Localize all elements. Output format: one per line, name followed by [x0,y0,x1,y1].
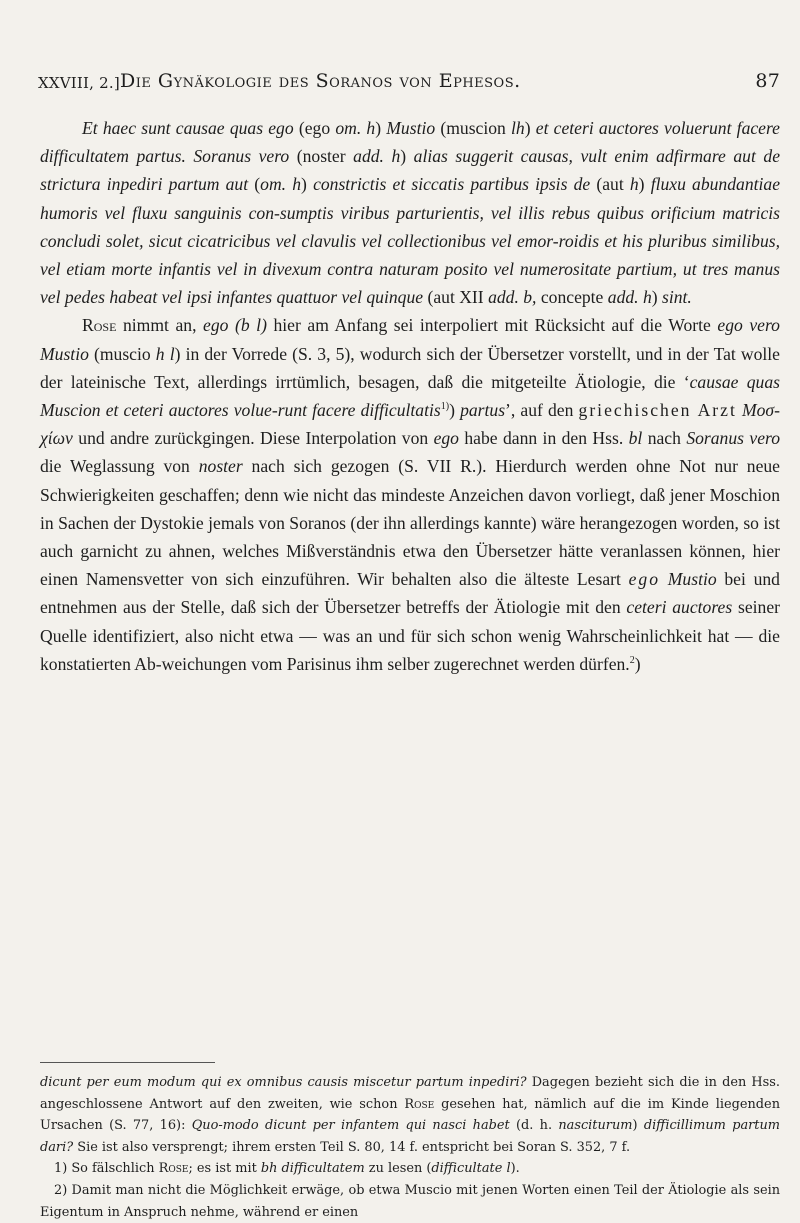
footnotes [40,1072,780,1223]
text-run: lh [511,118,525,138]
main-text [40,114,780,678]
text-run: ’, auf den [505,400,579,421]
text-run: ) [375,118,387,138]
text-run: griechischen Arzt [578,400,737,421]
text-run: seiner Quelle identifiziert, also nicht etwa — was an und für sich schon wenig Wahrscheinlichkeit hat — die konstatierten Ab-weichungen vom Parisinus ihm selber zugerechnet werden dürfen. [40,597,780,674]
text-run: gesehen hat, nämlich auf die im Kinde liegenden Ursachen (S. 77, 16): [40,1096,780,1134]
text-run: und andre zurückgingen. Diese Interpolation von [72,428,434,449]
text-run: Μοσ-χίων [40,400,780,449]
text-run: add. h [607,287,652,308]
text-run: add. h [353,146,401,167]
text-run: ). [510,1161,520,1177]
text-run: partus [460,400,506,421]
text-run: ceteri auctores [626,597,733,618]
footnote-continuation [40,1072,780,1158]
text-run: Dagegen bezieht sich die in den Hss. angeschlossene Antwort auf den zweiten, wie schon [40,1075,780,1112]
running-header [38,70,780,102]
footnote-marker: 1) [440,401,450,413]
text-run: ) [400,146,414,167]
text-run: hier am Anfang sei interpoliert mit Rücksicht auf die Worte [266,315,718,336]
text-run: nach [642,428,687,449]
footnote-2 [40,1180,780,1223]
text-run: bh difficultatem [260,1161,365,1177]
text-run: causae quas Muscion et ceteri auctores volue-runt facere difficultatis [40,371,780,421]
text-run: Quo-modo dicunt per infantem qui nasci habet [191,1118,510,1134]
text-run [660,569,668,589]
text-run: noster [198,456,243,477]
text-run: (aut [590,174,630,195]
text-run: ) [634,653,641,674]
text-run: 2) Damit man nicht die Möglichkeit erwäge, ob etwa Muscio mit jenen Worten einen Teil der Ätiologie als sein Eigentum in Anspruch nehme, während er einen [40,1182,780,1220]
text-run: ego [433,428,459,449]
text-run: Rose [82,315,117,336]
text-run: difficillimum partum dari? [40,1118,780,1155]
text-run: Soranus vero [686,428,780,449]
text-run: om. h [260,174,302,195]
text-run: nasciturum [558,1118,633,1134]
text-run: ego (b l) [203,315,267,336]
text-run: (muscion [435,118,512,138]
latin-quotation-paragraph [40,114,780,311]
text-run: Sie ist also versprengt; ihrem ersten Teil S. 80, 14 f. entspricht bei Soran S. 352, 7 f. [73,1139,631,1155]
text-run: ) [638,174,651,195]
text-run: ; es ist mit [188,1161,261,1177]
text-run: Mustio [386,118,436,138]
footnote-marker: 2 [629,655,635,666]
text-run: fluxu abundantiae humoris vel fluxu sanguinis con-sumptis viribus parturientis, vel illis rebus quibus orificium matricis concludi solet, sicut cicatricibus vel clavulis vel collectionibus vel emor-roidis et his pluribus similibus, vel etiam morte infantis vel in divexum contra naturam posito vel numerositate partium, ut tres manus vel pedes habeat vel ipsi infantes quattuor vel quinque [40,174,781,308]
section-reference: XXVIII, 2.] [38,74,120,92]
text-run: Rose [158,1161,189,1177]
text-run: ( [248,174,261,195]
text-run: concepte [536,287,608,308]
text-run: bei und entnehmen aus der Stelle, daß sich der Übersetzer betreffs der Ätiologie mit den [40,569,780,618]
text-run: ) [524,118,536,138]
text-run: ) [632,1118,644,1134]
text-run: Mustio [667,569,717,590]
footnote-1 [40,1158,780,1180]
text-run: dicunt per eum modum qui ex omnibus causis miscetur partum inpediri? [40,1075,527,1090]
text-run: (aut XII [423,287,489,308]
text-run: sint. [662,287,692,308]
text-run: ego [628,569,661,590]
text-run: (muscio [88,343,156,364]
text-run: ) [651,287,663,308]
text-run: ego vero Mustio [40,315,780,364]
text-run: et ceteri auctores voluerunt facere difficultatem partus. Soranus vero [40,118,780,167]
text-run: h l [155,343,175,364]
text-run: difficultate l [431,1161,511,1177]
text-run: nach sich gezogen (S. VII R.). Hierdurch werden ohne Not nur neue Schwierigkeiten geschaffen; denn wie nicht das mindeste Anzeichen davon vorliegt, daß jener Moschion in Sachen der Dystokie jemals von Soranos (der ihn allerdings kannte) wäre herangezogen worden, so ist auch garnicht zu ahnen, welches Mißverständnis etwa den Übersetzer hätte veranlassen können, hier einen Namensvetter von sich einzuführen. Wir behalten also die älteste Lesart [40,456,780,590]
text-run: (d. h. [509,1118,559,1134]
text-run: constrictis et siccatis partibus ipsis de [313,174,591,195]
text-run: die Weglassung von [40,456,199,477]
text-run: nimmt an, [116,315,204,336]
text-run: om. h [335,118,376,138]
page-number: 87 [755,70,780,92]
text-run: bl [628,428,643,449]
text-run: Rose [404,1096,435,1112]
commentary-paragraph [40,311,780,678]
text-run: ) in der Vorrede (S. 3, 5), wodurch sich der Übersetzer vorstellt, und in der Tat wolle der lateinische Text, allerdings irrtümlich, besagen, daß die mitgeteilte Ätiologie, die ‘ [40,343,780,392]
text-run: (noster [289,146,354,167]
text-run: add. b, [488,287,537,308]
text-run: ) [301,174,314,195]
running-title: Die Gynäkologie des Soranos von Ephesos. [120,70,521,92]
footnote-divider [40,1062,215,1063]
text-run: zu lesen ( [364,1161,432,1177]
text-run: h [629,174,639,195]
text-run: (ego [293,118,336,138]
text-run: Et haec sunt causae quas ego [82,118,294,138]
text-run: alias suggerit causas, vult enim adfirmare aut de strictura inpediri partum aut [40,146,780,195]
text-run: 1) So fälschlich [54,1161,159,1177]
text-run: ) [449,400,461,421]
text-run: habe dann in den Hss. [458,428,629,449]
